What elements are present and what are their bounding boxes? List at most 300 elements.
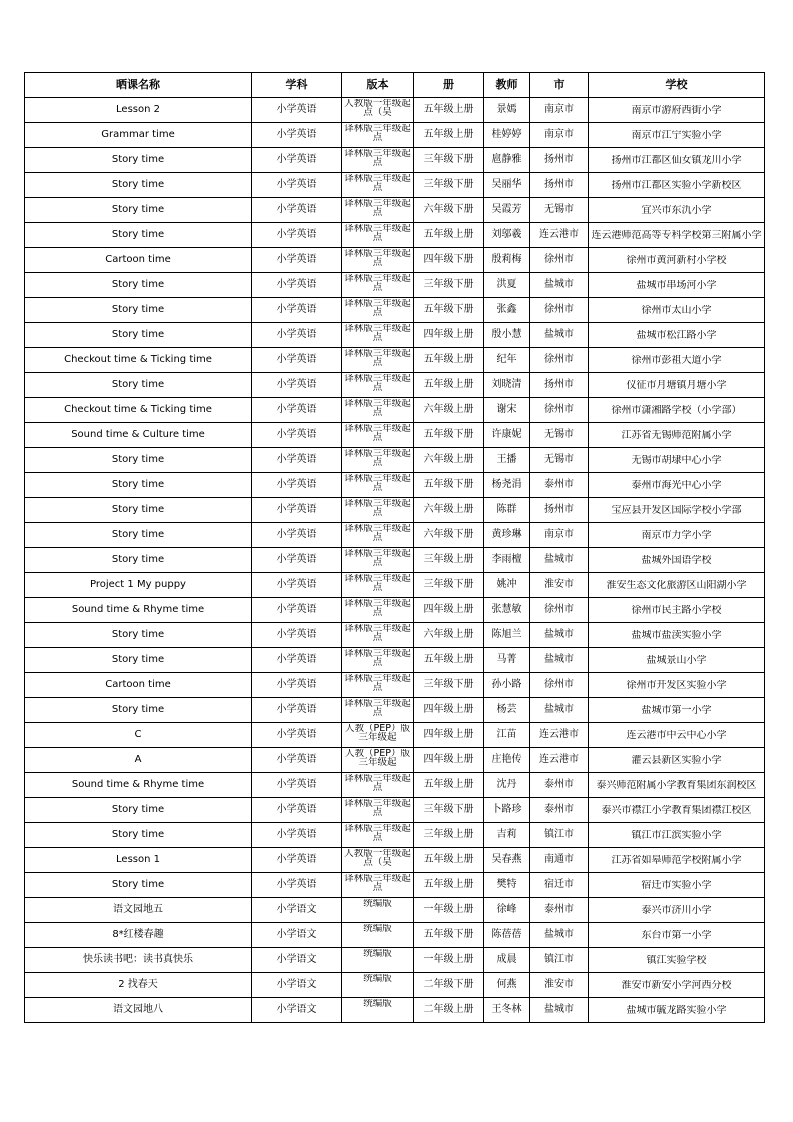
teacher-cell: 陈旭兰 <box>484 623 530 648</box>
school-cell <box>589 348 765 373</box>
edition-cell-text: 译林版三年级起点 <box>344 449 411 468</box>
city-cell: 镇江市 <box>530 948 589 973</box>
table-row <box>25 473 765 498</box>
table-row <box>25 373 765 398</box>
edition-cell <box>342 198 414 223</box>
subject-cell: 小学语文 <box>252 998 342 1023</box>
column-header-edition: 版本 <box>342 73 414 98</box>
school-cell-text: 扬州市江都区仙女镇龙川小学 <box>611 154 742 166</box>
teacher-cell: 陈群 <box>484 498 530 523</box>
edition-cell-text: 译林版三年级起点 <box>344 549 411 568</box>
school-cell <box>589 498 765 523</box>
edition-cell <box>342 798 414 823</box>
subject-cell: 小学英语 <box>252 773 342 798</box>
volume-cell: 六年级上册 <box>414 448 484 473</box>
school-cell <box>589 373 765 398</box>
column-header-volume: 册 <box>414 73 484 98</box>
city-cell: 盐城市 <box>530 648 589 673</box>
table-row <box>25 973 765 998</box>
school-cell-text: 仪征市月塘镇月塘小学 <box>626 379 727 391</box>
column-header-subject: 学科 <box>252 73 342 98</box>
school-cell-text: 江苏省无锡师范附属小学 <box>621 429 732 441</box>
volume-cell: 五年级下册 <box>414 423 484 448</box>
edition-cell-text: 译林版三年级起点 <box>344 474 411 493</box>
volume-cell: 五年级上册 <box>414 223 484 248</box>
city-cell: 徐州市 <box>530 598 589 623</box>
lesson-name-cell: Story time <box>25 273 252 298</box>
lesson-table <box>24 72 765 1023</box>
volume-cell: 五年级下册 <box>414 473 484 498</box>
school-cell <box>589 748 765 773</box>
volume-cell: 五年级上册 <box>414 773 484 798</box>
subject-cell: 小学英语 <box>252 348 342 373</box>
volume-cell: 三年级下册 <box>414 673 484 698</box>
school-cell-text: 徐州市民主路小学校 <box>631 604 722 616</box>
school-cell-text: 镇江市江滨实验小学 <box>631 829 722 841</box>
edition-cell <box>342 823 414 848</box>
table-row <box>25 873 765 898</box>
teacher-cell: 王冬林 <box>484 998 530 1023</box>
subject-cell: 小学英语 <box>252 423 342 448</box>
table-row <box>25 173 765 198</box>
teacher-cell: 姚冲 <box>484 573 530 598</box>
city-cell: 盐城市 <box>530 698 589 723</box>
volume-cell: 三年级下册 <box>414 173 484 198</box>
school-cell-text: 徐州市太山小学 <box>641 304 712 316</box>
edition-cell-text: 人教（PEP）版三年级起 <box>345 749 410 768</box>
subject-cell: 小学英语 <box>252 523 342 548</box>
lesson-name-cell: A <box>25 748 252 773</box>
school-cell <box>589 798 765 823</box>
volume-cell: 二年级下册 <box>414 973 484 998</box>
teacher-cell: 陈蓓蓓 <box>484 923 530 948</box>
school-cell <box>589 673 765 698</box>
school-cell-text: 盐城市松江路小学 <box>636 329 717 341</box>
school-cell <box>589 448 765 473</box>
edition-cell-text: 译林版三年级起点 <box>344 224 411 243</box>
school-cell-text: 徐州市潇湘路学校（小学部） <box>611 404 742 416</box>
edition-cell <box>342 623 414 648</box>
edition-cell <box>342 648 414 673</box>
school-cell <box>589 548 765 573</box>
school-cell-text: 徐州市黄河新村小学校 <box>626 254 727 266</box>
city-cell: 盐城市 <box>530 548 589 573</box>
volume-cell: 五年级上册 <box>414 848 484 873</box>
school-cell <box>589 923 765 948</box>
teacher-cell: 谢宋 <box>484 398 530 423</box>
subject-cell: 小学英语 <box>252 98 342 123</box>
city-cell: 南京市 <box>530 123 589 148</box>
school-cell <box>589 298 765 323</box>
teacher-cell: 沈丹 <box>484 773 530 798</box>
subject-cell: 小学英语 <box>252 248 342 273</box>
lesson-name-cell: Story time <box>25 548 252 573</box>
school-cell <box>589 173 765 198</box>
subject-cell: 小学英语 <box>252 298 342 323</box>
lesson-name-cell: Story time <box>25 698 252 723</box>
school-cell <box>589 623 765 648</box>
table-row <box>25 598 765 623</box>
school-cell <box>589 573 765 598</box>
volume-cell: 四年级上册 <box>414 323 484 348</box>
edition-cell <box>342 523 414 548</box>
volume-cell: 五年级上册 <box>414 123 484 148</box>
volume-cell: 二年级上册 <box>414 998 484 1023</box>
lesson-name-cell: Grammar time <box>25 123 252 148</box>
lesson-name-cell: Story time <box>25 448 252 473</box>
school-cell-text: 泰兴市济川小学 <box>641 904 712 916</box>
lesson-name-cell: 快乐读书吧：读书真快乐 <box>25 948 252 973</box>
school-cell-text: 泰兴师范附属小学教育集团东润校区 <box>596 779 757 791</box>
lesson-name-cell: Story time <box>25 798 252 823</box>
school-cell <box>589 523 765 548</box>
school-cell-text: 宿迁市实验小学 <box>641 879 712 891</box>
teacher-cell: 刘邬羲 <box>484 223 530 248</box>
school-cell-text: 灌云县新区实验小学 <box>631 754 722 766</box>
city-cell: 盐城市 <box>530 623 589 648</box>
edition-cell-text: 译林版三年级起点 <box>344 249 411 268</box>
edition-cell <box>342 248 414 273</box>
table-row <box>25 923 765 948</box>
school-cell <box>589 648 765 673</box>
teacher-cell: 王播 <box>484 448 530 473</box>
table-row <box>25 523 765 548</box>
lesson-name-cell: Story time <box>25 498 252 523</box>
edition-cell <box>342 573 414 598</box>
table-row <box>25 398 765 423</box>
school-cell-text: 扬州市江都区实验小学新校区 <box>611 179 742 191</box>
volume-cell: 四年级上册 <box>414 723 484 748</box>
school-cell <box>589 148 765 173</box>
table-row <box>25 623 765 648</box>
school-cell-text: 南京市游府西街小学 <box>631 104 722 116</box>
teacher-cell: 杨芸 <box>484 698 530 723</box>
lesson-name-cell: 语文园地八 <box>25 998 252 1023</box>
edition-cell <box>342 123 414 148</box>
city-cell: 盐城市 <box>530 323 589 348</box>
table-row <box>25 423 765 448</box>
edition-cell-text: 译林版三年级起点 <box>344 424 411 443</box>
city-cell: 泰州市 <box>530 798 589 823</box>
edition-cell <box>342 848 414 873</box>
school-cell-text: 徐州市开发区实验小学 <box>626 679 727 691</box>
school-cell <box>589 723 765 748</box>
school-cell-text: 南京市江宁实验小学 <box>631 129 722 141</box>
table-row <box>25 148 765 173</box>
subject-cell: 小学英语 <box>252 848 342 873</box>
school-cell-text: 盐城景山小学 <box>646 654 707 666</box>
subject-cell: 小学英语 <box>252 173 342 198</box>
teacher-cell: 徐峰 <box>484 898 530 923</box>
edition-cell-text: 译林版三年级起点 <box>344 574 411 593</box>
edition-cell-text: 译林版三年级起点 <box>344 124 411 143</box>
volume-cell: 四年级下册 <box>414 248 484 273</box>
teacher-cell: 张鑫 <box>484 298 530 323</box>
city-cell: 淮安市 <box>530 573 589 598</box>
lesson-name-cell: Story time <box>25 198 252 223</box>
lesson-name-cell: Story time <box>25 873 252 898</box>
edition-cell-text: 译林版三年级起点 <box>344 399 411 418</box>
school-cell-text: 江苏省如皋师范学校附属小学 <box>611 854 742 866</box>
lesson-name-cell: Lesson 1 <box>25 848 252 873</box>
table-row <box>25 898 765 923</box>
lesson-name-cell: Story time <box>25 648 252 673</box>
city-cell: 连云港市 <box>530 748 589 773</box>
teacher-cell: 扈静雅 <box>484 148 530 173</box>
table-row <box>25 698 765 723</box>
lesson-name-cell: 语文园地五 <box>25 898 252 923</box>
lesson-name-cell: Story time <box>25 173 252 198</box>
lesson-name-cell: Story time <box>25 298 252 323</box>
subject-cell: 小学英语 <box>252 148 342 173</box>
lesson-name-cell: Sound time & Rhyme time <box>25 773 252 798</box>
subject-cell: 小学英语 <box>252 673 342 698</box>
table-row <box>25 448 765 473</box>
school-cell-text: 南京市力学小学 <box>641 529 712 541</box>
edition-cell-text: 译林版三年级起点 <box>344 349 411 368</box>
edition-cell <box>342 973 414 998</box>
teacher-cell: 马菁 <box>484 648 530 673</box>
school-cell-text: 东台市第一小学 <box>641 929 712 941</box>
lesson-name-cell: 8*红楼春趣 <box>25 923 252 948</box>
school-cell <box>589 423 765 448</box>
table-row <box>25 348 765 373</box>
subject-cell: 小学英语 <box>252 798 342 823</box>
table-row <box>25 123 765 148</box>
teacher-cell: 纪年 <box>484 348 530 373</box>
volume-cell: 六年级下册 <box>414 523 484 548</box>
school-cell <box>589 773 765 798</box>
school-cell <box>589 998 765 1023</box>
edition-cell-text: 译林版三年级起点 <box>344 649 411 668</box>
school-cell <box>589 823 765 848</box>
lesson-name-cell: Story time <box>25 823 252 848</box>
lesson-name-cell: Project 1 My puppy <box>25 573 252 598</box>
teacher-cell: 杨尧涓 <box>484 473 530 498</box>
school-cell <box>589 948 765 973</box>
subject-cell: 小学英语 <box>252 823 342 848</box>
edition-cell-text: 译林版三年级起点 <box>344 799 411 818</box>
edition-cell-text: 译林版三年级起点 <box>344 599 411 618</box>
city-cell: 徐州市 <box>530 673 589 698</box>
subject-cell: 小学英语 <box>252 123 342 148</box>
edition-cell <box>342 498 414 523</box>
table-row <box>25 323 765 348</box>
lesson-name-cell: Sound time & Rhyme time <box>25 598 252 623</box>
lesson-name-cell: Story time <box>25 523 252 548</box>
volume-cell: 五年级下册 <box>414 923 484 948</box>
school-cell-text: 盐城市串场河小学 <box>636 279 717 291</box>
school-cell <box>589 898 765 923</box>
table-row <box>25 548 765 573</box>
edition-cell <box>342 548 414 573</box>
subject-cell: 小学英语 <box>252 498 342 523</box>
volume-cell: 三年级上册 <box>414 823 484 848</box>
table-row <box>25 723 765 748</box>
volume-cell: 四年级上册 <box>414 598 484 623</box>
edition-cell <box>342 148 414 173</box>
teacher-cell: 孙小路 <box>484 673 530 698</box>
subject-cell: 小学英语 <box>252 723 342 748</box>
city-cell: 无锡市 <box>530 198 589 223</box>
school-cell-text: 盐城外国语学校 <box>641 554 712 566</box>
subject-cell: 小学英语 <box>252 548 342 573</box>
school-cell <box>589 973 765 998</box>
teacher-cell: 吉莉 <box>484 823 530 848</box>
volume-cell: 一年级上册 <box>414 948 484 973</box>
school-cell-text: 盐城市第一小学 <box>641 704 712 716</box>
edition-cell <box>342 373 414 398</box>
volume-cell: 三年级下册 <box>414 573 484 598</box>
school-cell-text: 宜兴市东氿小学 <box>641 204 712 216</box>
table-row <box>25 673 765 698</box>
edition-cell-text: 译林版三年级起点 <box>344 499 411 518</box>
edition-cell-text: 统编版 <box>363 999 392 1009</box>
subject-cell: 小学英语 <box>252 698 342 723</box>
teacher-cell: 许康妮 <box>484 423 530 448</box>
subject-cell: 小学英语 <box>252 648 342 673</box>
city-cell: 徐州市 <box>530 348 589 373</box>
volume-cell: 五年级上册 <box>414 373 484 398</box>
city-cell: 宿迁市 <box>530 873 589 898</box>
volume-cell: 三年级下册 <box>414 798 484 823</box>
lesson-name-cell: Story time <box>25 148 252 173</box>
city-cell: 连云港市 <box>530 723 589 748</box>
teacher-cell: 桂婷婷 <box>484 123 530 148</box>
column-header-teacher: 教师 <box>484 73 530 98</box>
volume-cell: 三年级上册 <box>414 548 484 573</box>
lesson-name-cell: Story time <box>25 473 252 498</box>
school-cell <box>589 473 765 498</box>
edition-cell-text: 译林版三年级起点 <box>344 299 411 318</box>
edition-cell <box>342 673 414 698</box>
subject-cell: 小学语文 <box>252 898 342 923</box>
edition-cell-text: 统编版 <box>363 974 392 984</box>
city-cell: 泰州市 <box>530 473 589 498</box>
school-cell <box>589 198 765 223</box>
volume-cell: 五年级上册 <box>414 873 484 898</box>
city-cell: 无锡市 <box>530 423 589 448</box>
table-row <box>25 223 765 248</box>
edition-cell <box>342 223 414 248</box>
lesson-name-cell: Checkout time & Ticking time <box>25 348 252 373</box>
edition-cell-text: 统编版 <box>363 949 392 959</box>
city-cell: 无锡市 <box>530 448 589 473</box>
school-cell <box>589 848 765 873</box>
table-row <box>25 773 765 798</box>
edition-cell <box>342 473 414 498</box>
teacher-cell: 李雨檀 <box>484 548 530 573</box>
teacher-cell: 黄珍琳 <box>484 523 530 548</box>
volume-cell: 六年级上册 <box>414 623 484 648</box>
subject-cell: 小学语文 <box>252 923 342 948</box>
teacher-cell: 卜路珍 <box>484 798 530 823</box>
subject-cell: 小学英语 <box>252 323 342 348</box>
subject-cell: 小学英语 <box>252 448 342 473</box>
table-row <box>25 648 765 673</box>
subject-cell: 小学英语 <box>252 473 342 498</box>
school-cell <box>589 398 765 423</box>
subject-cell: 小学英语 <box>252 598 342 623</box>
teacher-cell: 吴霞芳 <box>484 198 530 223</box>
subject-cell: 小学英语 <box>252 398 342 423</box>
volume-cell: 六年级上册 <box>414 498 484 523</box>
edition-cell <box>342 898 414 923</box>
volume-cell: 三年级下册 <box>414 273 484 298</box>
city-cell: 徐州市 <box>530 398 589 423</box>
lesson-name-cell: Cartoon time <box>25 673 252 698</box>
volume-cell: 六年级下册 <box>414 198 484 223</box>
school-cell-text: 宝应县开发区国际学校小学部 <box>611 504 742 516</box>
edition-cell-text: 人教（PEP）版三年级起 <box>345 724 410 743</box>
school-cell-text: 淮安市新安小学河西分校 <box>621 979 732 991</box>
school-cell <box>589 248 765 273</box>
school-cell <box>589 223 765 248</box>
subject-cell: 小学英语 <box>252 573 342 598</box>
lesson-name-cell: Checkout time & Ticking time <box>25 398 252 423</box>
subject-cell: 小学英语 <box>252 273 342 298</box>
edition-cell-text: 人教版一年级起点（吴 <box>344 99 411 118</box>
city-cell: 盐城市 <box>530 923 589 948</box>
volume-cell: 三年级下册 <box>414 148 484 173</box>
volume-cell: 一年级上册 <box>414 898 484 923</box>
teacher-cell: 殷莉梅 <box>484 248 530 273</box>
volume-cell: 四年级上册 <box>414 748 484 773</box>
teacher-cell: 洪夏 <box>484 273 530 298</box>
school-cell-text: 无锡市胡埭中心小学 <box>631 454 722 466</box>
edition-cell <box>342 398 414 423</box>
city-cell: 扬州市 <box>530 173 589 198</box>
city-cell: 扬州市 <box>530 148 589 173</box>
lesson-name-cell: 2 找春天 <box>25 973 252 998</box>
table-row <box>25 498 765 523</box>
volume-cell: 五年级上册 <box>414 348 484 373</box>
lesson-name-cell: Story time <box>25 223 252 248</box>
teacher-cell: 江苗 <box>484 723 530 748</box>
city-cell: 镇江市 <box>530 823 589 848</box>
volume-cell: 五年级上册 <box>414 648 484 673</box>
table-row <box>25 823 765 848</box>
edition-cell-text: 译林版三年级起点 <box>344 149 411 168</box>
city-cell: 南通市 <box>530 848 589 873</box>
edition-cell-text: 译林版三年级起点 <box>344 274 411 293</box>
lesson-name-cell: C <box>25 723 252 748</box>
subject-cell: 小学英语 <box>252 623 342 648</box>
table-row <box>25 273 765 298</box>
edition-cell <box>342 348 414 373</box>
school-cell <box>589 273 765 298</box>
city-cell: 徐州市 <box>530 298 589 323</box>
city-cell: 徐州市 <box>530 248 589 273</box>
teacher-cell: 樊特 <box>484 873 530 898</box>
edition-cell <box>342 748 414 773</box>
city-cell: 泰州市 <box>530 898 589 923</box>
city-cell: 淮安市 <box>530 973 589 998</box>
subject-cell: 小学英语 <box>252 198 342 223</box>
school-cell-text: 连云港师范高等专科学校第三附属小学 <box>591 229 762 241</box>
school-cell-text: 泰州市海光中心小学 <box>631 479 722 491</box>
edition-cell <box>342 873 414 898</box>
edition-cell-text: 人教版一年级起点（吴 <box>344 849 411 868</box>
teacher-cell: 何燕 <box>484 973 530 998</box>
edition-cell-text: 统编版 <box>363 899 392 909</box>
edition-cell <box>342 173 414 198</box>
school-cell <box>589 873 765 898</box>
edition-cell <box>342 298 414 323</box>
teacher-cell: 殷小慧 <box>484 323 530 348</box>
city-cell: 连云港市 <box>530 223 589 248</box>
edition-cell-text: 译林版三年级起点 <box>344 674 411 693</box>
